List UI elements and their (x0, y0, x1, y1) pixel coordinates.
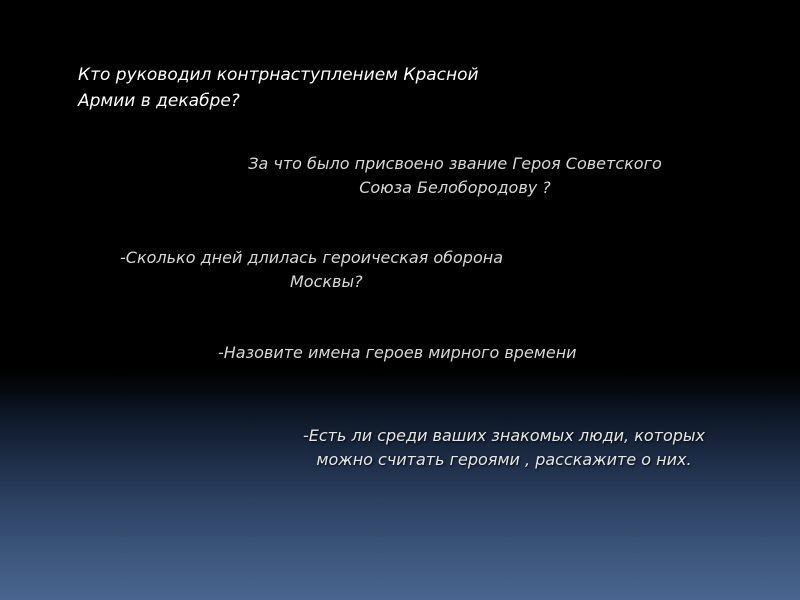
question-5 (274, 424, 734, 472)
question-4-line-1: -Назовите имена героев мирного времени (218, 343, 577, 362)
question-1-line-1: Кто руководил контрнаступлением Красной (78, 65, 479, 85)
question-4 (218, 341, 577, 365)
question-3-line-2: Москвы? (290, 272, 363, 291)
question-2 (220, 152, 690, 200)
question-5-line-2: можно считать героями , расскажите о них. (316, 450, 692, 469)
question-5-line-1: -Есть ли среди ваших знакомых люди, которых (302, 426, 706, 445)
question-3-line-1: -Сколько дней длилась героическая оборона (120, 248, 503, 267)
question-2-line-2: Союза Белобородову ? (359, 178, 551, 197)
question-1 (78, 62, 479, 114)
question-3 (120, 246, 503, 294)
question-2-line-1: За что было присвоено звание Героя Советского (248, 154, 662, 173)
question-1-line-2: Армии в декабре? (78, 91, 240, 111)
